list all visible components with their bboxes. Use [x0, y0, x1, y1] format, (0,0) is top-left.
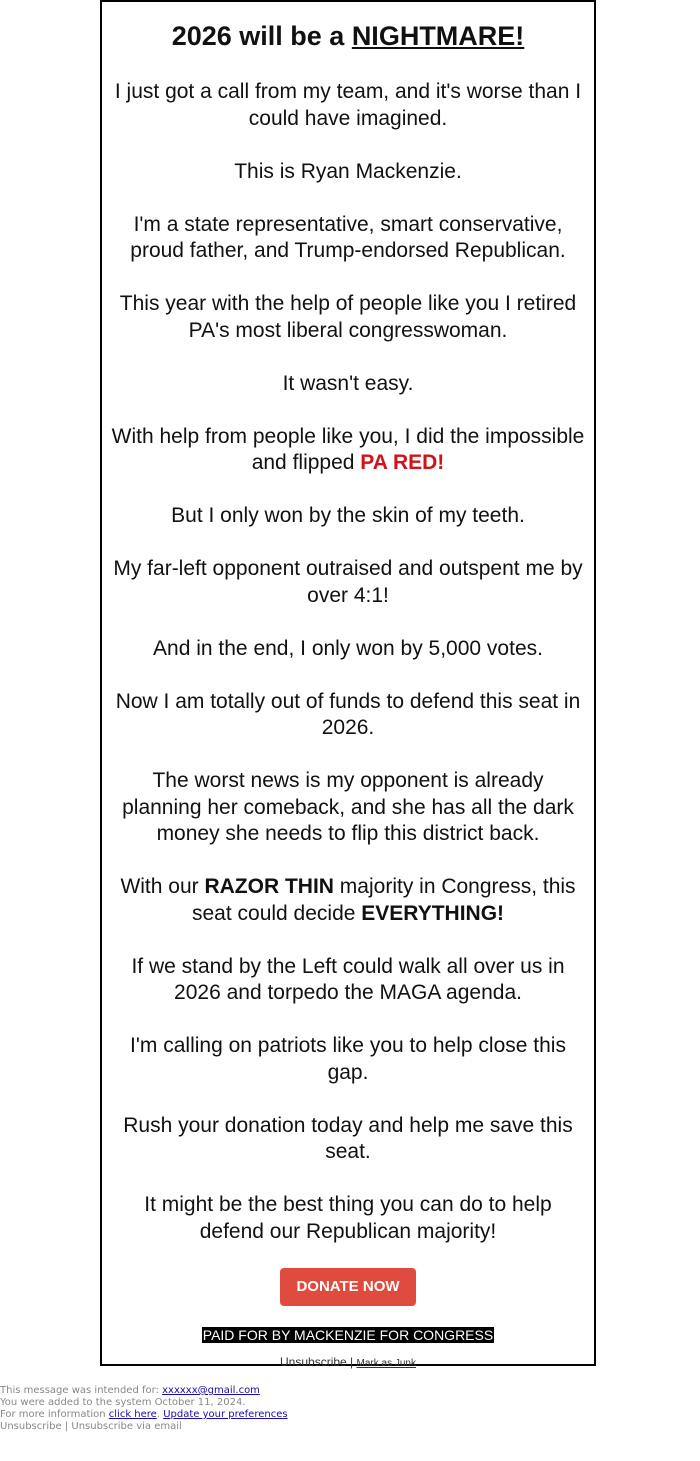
- footer-dot: .: [156, 1409, 164, 1420]
- footer-intended-line: [0, 1385, 288, 1397]
- footer-info-prefix: For more information: [0, 1409, 109, 1420]
- paragraph: [110, 874, 586, 927]
- paragraph: This is Ryan Mackenzie.: [234, 159, 462, 183]
- everything-emphasis: EVERYTHING!: [361, 901, 505, 925]
- email-card: [100, 0, 596, 1369]
- footer-info-line: [0, 1409, 288, 1421]
- headline: [102, 20, 594, 52]
- email-body: [102, 79, 594, 1245]
- paragraph-text: majority in Congress, this seat could decide: [191, 875, 576, 925]
- email-footer: [0, 1385, 288, 1433]
- paragraph: This year with the help of people like you I retired PA's most liberal congresswoman.: [119, 292, 577, 342]
- paragraph: The worst news is my opponent is already planning her comeback, and she has all the dark money she needs to flip this district back.: [122, 769, 574, 845]
- paragraph: But I only won by the skin of my teeth.: [171, 504, 525, 527]
- footer-intended-prefix: This message was intended for:: [0, 1385, 163, 1396]
- paragraph: I'm calling on patriots like you to help close this gap.: [130, 1034, 566, 1084]
- headline-prefix: 2026 will be a: [171, 21, 352, 51]
- paragraph-text: With our: [120, 875, 205, 898]
- paragraph: [110, 424, 586, 477]
- footer-email-link[interactable]: xxxxxx@gmail.com: [162, 1385, 260, 1396]
- paragraph: It might be the best thing you can do to help defend our Republican majority!: [144, 1193, 552, 1243]
- paragraph: If we stand by the Left could walk all over us in 2026 and torpedo the MAGA agenda.: [131, 954, 565, 1004]
- paragraph: I'm a state representative, smart conservative, proud father, and Trump-endorsed Republican.: [130, 212, 566, 262]
- separator: |: [346, 1354, 357, 1369]
- donate-container: [102, 1268, 594, 1306]
- paid-for-disclaimer: PAID FOR BY MACKENZIE FOR CONGRESS: [202, 1326, 494, 1343]
- paragraph: And in the end, I only won by 5,000 votes.: [153, 636, 543, 660]
- paragraph: I just got a call from my team, and it's worse than I could have imagined.: [114, 80, 582, 130]
- paragraph: Now I am totally out of funds to defend this seat in 2026.: [115, 689, 581, 739]
- pa-red-emphasis: PA RED!: [360, 451, 445, 474]
- click-here-link[interactable]: click here: [108, 1409, 157, 1420]
- paragraph: It wasn't easy.: [282, 371, 414, 395]
- mark-as-junk-link[interactable]: Mark as Junk: [356, 1357, 416, 1369]
- razor-thin-emphasis: RAZOR THIN: [204, 875, 334, 898]
- paid-for-container: [102, 1306, 594, 1345]
- footer-added-line: You were added to the system October 11, 2024.: [0, 1397, 246, 1408]
- paragraph: Rush your donation today and help me save this seat.: [123, 1113, 573, 1163]
- update-preferences-link[interactable]: Update your preferences: [163, 1409, 288, 1420]
- paragraph-text: With help from people like you, I did the impossible and flipped: [111, 424, 585, 474]
- donate-now-button[interactable]: DONATE NOW: [280, 1268, 416, 1306]
- paragraph: My far-left opponent outraised and outspent me by over 4:1!: [113, 557, 583, 607]
- footer-unsubscribe-line[interactable]: Unsubscribe | Unsubscribe via email: [0, 1421, 182, 1432]
- headline-emphasis: NIGHTMARE!: [351, 21, 525, 51]
- unsubscribe-row: [102, 1354, 594, 1372]
- unsubscribe-link[interactable]: Unsubscribe: [280, 1354, 347, 1369]
